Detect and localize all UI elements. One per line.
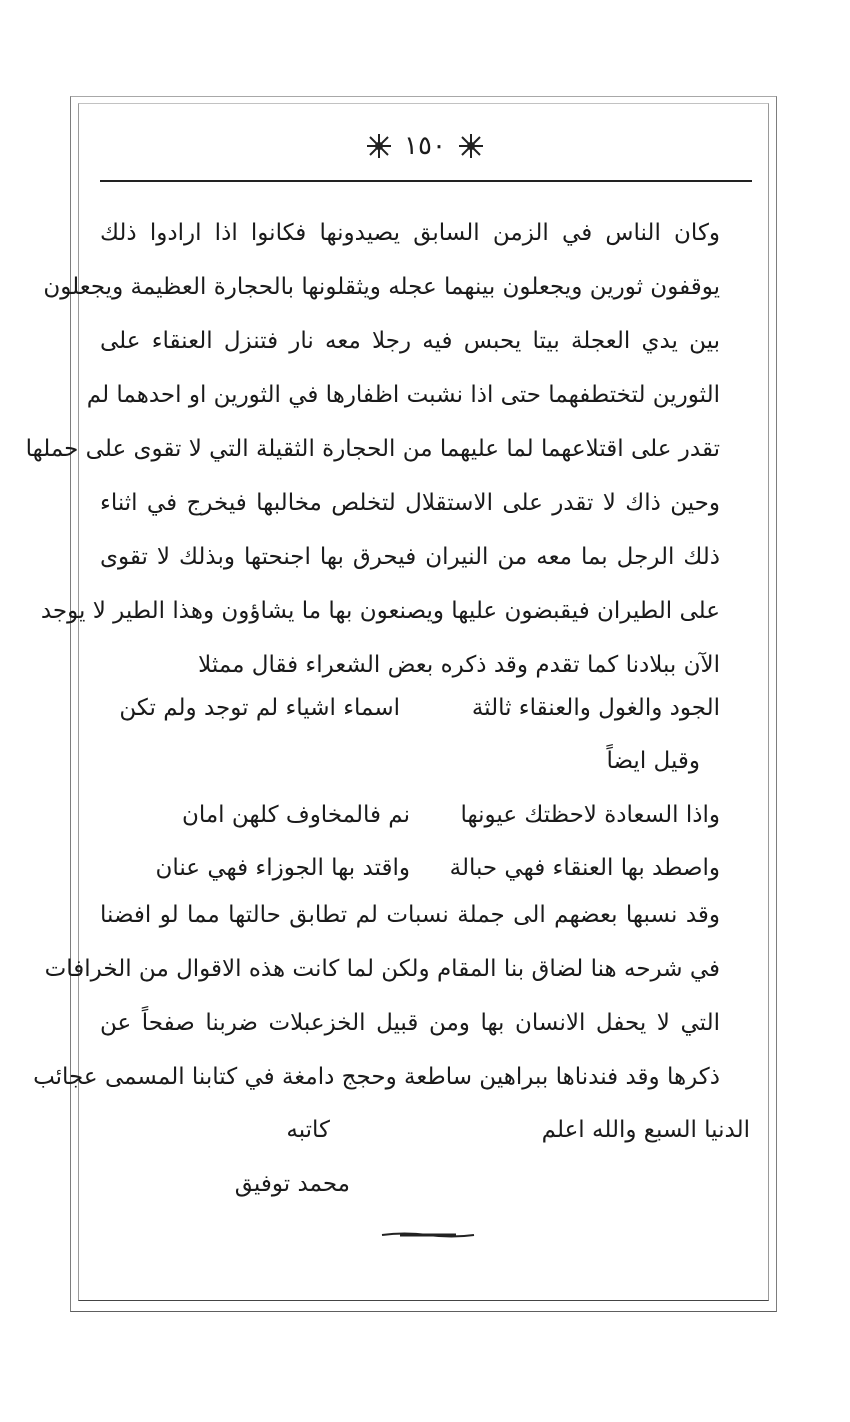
- text-line: وكان الناس في الزمن السابق يصيدونها فكانوا اذا ارادوا ذلك: [100, 220, 720, 246]
- text-line: في شرحه هنا لضاق بنا المقام ولكن لما كانت هذه الاقوال من الخرافات: [44, 956, 720, 982]
- verse-1-first-hemistich: الجود والغول والعنقاء ثالثة: [471, 695, 720, 721]
- also-said-line: وقيل ايضاً: [606, 748, 700, 774]
- text-line: تقدر على اقتلاعهما لما عليهما من الحجارة الثقيلة التي لا تقوى على حملها: [25, 436, 720, 462]
- closing-line: الدنيا السبع والله اعلم: [541, 1117, 750, 1143]
- text-line: الآن ببلادنا كما تقدم وقد ذكره بعض الشعراء فقال ممثلا: [198, 652, 720, 678]
- verse-2-second-hemistich: نم فالمخاوف كلهن امان: [181, 802, 410, 828]
- header-divider: [100, 180, 752, 182]
- verse-3-first-hemistich: واصطد بها العنقاء فهي حبالة: [449, 855, 720, 881]
- end-ornament-rule: [380, 1232, 476, 1238]
- verse-1-second-hemistich: اسماء اشياء لم توجد ولم تكن: [119, 695, 400, 721]
- floral-ornament-icon: [456, 131, 486, 161]
- text-line: بين يدي العجلة بيتا يحبس فيه رجلا معه نار فتنزل العنقاء على: [100, 328, 720, 354]
- text-line: ذكرها وقد فندناها ببراهين ساطعة وحجج دامغة في كتابنا المسمى عجائب: [33, 1064, 720, 1090]
- text-line: ذلك الرجل بما معه من النيران فيحرق بها اجنحتها وبذلك لا تقوى: [100, 544, 720, 570]
- paragraph-1: [25, 206, 720, 692]
- verse-3-second-hemistich: واقتد بها الجوزاء فهي عنان: [155, 855, 410, 881]
- text-line: التي لا يحفل الانسان بها ومن قبيل الخزعبلات ضربنا صفحاً عن: [100, 1010, 720, 1036]
- text-line: وحين ذاك لا تقدر على الاستقلال لتخلص مخالبها فيخرج في اثناء: [100, 490, 720, 516]
- text-line: الثورين لتختطفهما حتى اذا نشبت اظفارها في الثورين او احدهما لم: [86, 382, 720, 408]
- page-header: [0, 124, 850, 168]
- text-line: على الطيران فيقبضون عليها ويصنعون بها ما يشاؤون وهذا الطير لا يوجد: [40, 598, 720, 624]
- writer-label: كاتبه: [286, 1117, 330, 1143]
- page-number: ١٥٠: [404, 131, 446, 161]
- text-line: وقد نسبها بعضهم الى جملة نسبات لم تطابق حالتها مما لو افضنا: [100, 902, 720, 928]
- paragraph-2: [33, 888, 720, 1104]
- floral-ornament-icon: [364, 131, 394, 161]
- author-signature: محمد توفيق: [234, 1171, 350, 1197]
- verse-2-first-hemistich: واذا السعادة لاحظتك عيونها: [460, 802, 720, 828]
- text-line: يوقفون ثورين ويجعلون بينهما عجله ويثقلونها بالحجارة العظيمة ويجعلون: [43, 274, 720, 300]
